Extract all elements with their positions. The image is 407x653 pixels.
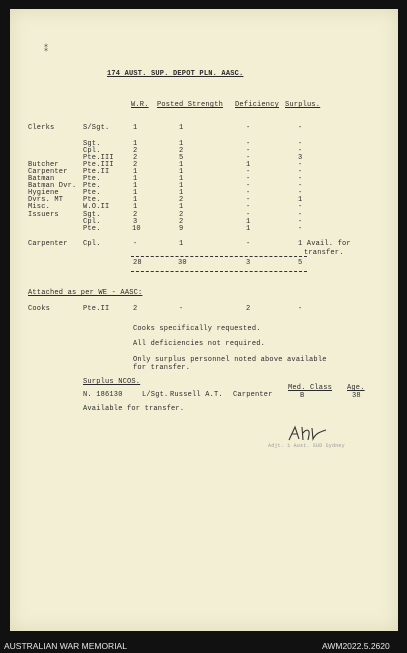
transfer-note: transfer. — [304, 249, 344, 257]
nco-trade: Carpenter — [233, 391, 273, 399]
row-deficiency: - — [246, 196, 251, 204]
row-posted: 1 — [179, 240, 184, 248]
row-trade: Issuers — [28, 211, 59, 219]
row-rank: Pte.II — [83, 168, 110, 176]
row-surplus: - — [298, 175, 303, 183]
footer-accession: AWM2022.5.2620 — [322, 641, 390, 651]
footer-institution: AUSTRALIAN WAR MEMORIAL — [4, 641, 127, 651]
row-deficiency: - — [246, 182, 251, 190]
attached-trade: Cooks — [28, 305, 51, 313]
med-class-label: Med. Class — [288, 384, 333, 392]
row-deficiency: - — [246, 154, 251, 162]
row-posted: 1 — [179, 161, 184, 169]
col-header-deficiency: Deficiency — [235, 101, 280, 109]
row-surplus: - — [298, 140, 303, 148]
row-trade: Batman Dvr. — [28, 182, 77, 190]
note-surplus: Only surplus personnel noted above available — [133, 356, 327, 364]
row-posted: 2 — [179, 196, 184, 204]
surplus-ncos-heading: Surplus NCOS. — [83, 378, 141, 386]
row-posted: 5 — [179, 154, 184, 162]
row-posted: 2 — [179, 147, 184, 155]
row-posted: 9 — [179, 225, 184, 233]
row-wr: 1 — [133, 203, 138, 211]
note-surplus-cont: for transfer. — [133, 364, 191, 372]
row-trade: Hygiene — [28, 189, 59, 197]
row-surplus: - — [298, 203, 303, 211]
row-surplus: - — [298, 218, 303, 226]
row-surplus: - — [298, 211, 303, 219]
nco-availability-note: Available for transfer. — [83, 405, 185, 413]
row-rank: W.O.II — [83, 203, 110, 211]
note-cooks: Cooks specifically requested. — [133, 325, 261, 333]
total-surplus: 5 — [298, 259, 303, 267]
row-deficiency: - — [246, 147, 251, 155]
row-trade: Butcher — [28, 161, 59, 169]
row-surplus: - — [298, 168, 303, 176]
attached-posted: - — [179, 305, 184, 313]
row-trade: Batman — [28, 175, 55, 183]
row-deficiency: - — [246, 240, 251, 248]
age-value: 38 — [352, 392, 361, 400]
row-surplus: - — [298, 124, 303, 132]
signature-stamp: Adjt. 1 Aust. SUD Sydney — [268, 443, 345, 449]
row-surplus: - — [298, 225, 303, 233]
nco-rank: L/Sgt. — [142, 391, 169, 399]
row-rank: Pte. — [83, 196, 101, 204]
total-posted: 30 — [178, 259, 187, 267]
row-trade: Clerks — [28, 124, 55, 132]
row-wr: 2 — [133, 161, 138, 169]
row-surplus: - — [298, 182, 303, 190]
nco-name: Russell A.T. — [170, 391, 223, 399]
row-deficiency: - — [246, 140, 251, 148]
row-rank: Pte. — [83, 225, 101, 233]
row-deficiency: - — [246, 203, 251, 211]
total-wr: 28 — [133, 259, 142, 267]
row-wr: - — [133, 240, 138, 248]
attached-rank: Pte.II — [83, 305, 110, 313]
attached-heading: Attached as per WE - AASC: — [28, 289, 143, 297]
total-rule-top — [131, 256, 307, 257]
row-rank: Pte.III — [83, 154, 114, 162]
paper-mark: ⁑ — [44, 45, 48, 54]
row-wr: 1 — [133, 168, 138, 176]
col-header-posted: Posted Strength — [157, 101, 224, 109]
row-posted: 1 — [179, 182, 184, 190]
row-rank: Cpl. — [83, 147, 101, 155]
row-deficiency: - — [246, 211, 251, 219]
row-wr: 1 — [133, 175, 138, 183]
row-posted: 2 — [179, 218, 184, 226]
row-surplus: 3 — [298, 154, 303, 162]
total-rule-bottom — [131, 271, 307, 272]
row-deficiency: 1 — [246, 161, 251, 169]
row-posted: 1 — [179, 175, 184, 183]
col-header-wr: W.R. — [131, 101, 149, 109]
col-header-surplus: Surplus. — [285, 101, 321, 109]
row-wr: 1 — [133, 182, 138, 190]
row-posted: 1 — [179, 189, 184, 197]
row-wr: 1 — [133, 140, 138, 148]
row-rank: Cpl. — [83, 240, 101, 248]
archive-footer — [0, 637, 407, 653]
row-trade: Carpenter — [28, 168, 68, 176]
row-wr: 1 — [133, 196, 138, 204]
row-rank: Sgt. — [83, 140, 101, 148]
row-rank: Pte.III — [83, 161, 114, 169]
row-rank: Pte. — [83, 175, 101, 183]
row-posted: 2 — [179, 211, 184, 219]
row-posted: 1 — [179, 168, 184, 176]
row-deficiency: - — [246, 168, 251, 176]
note-deficiencies: All deficiencies not required. — [133, 340, 266, 348]
row-rank: Pte. — [83, 182, 101, 190]
document-title: 174 AUST. SUP. DEPOT PLN. AASC. — [107, 70, 244, 78]
signature-initials — [286, 424, 330, 444]
row-rank: S/Sgt. — [83, 124, 110, 132]
row-wr: 2 — [133, 147, 138, 155]
row-deficiency: 1 — [246, 225, 251, 233]
row-rank: Pte. — [83, 189, 101, 197]
nco-number: N. 186130 — [83, 391, 123, 399]
row-surplus: - — [298, 161, 303, 169]
row-deficiency: 1 — [246, 218, 251, 226]
row-wr: 2 — [133, 154, 138, 162]
row-surplus: 1 Avail. for — [298, 240, 351, 248]
row-wr: 10 — [132, 225, 141, 233]
attached-wr: 2 — [133, 305, 138, 313]
age-label: Age. — [347, 384, 365, 392]
row-posted: 1 — [179, 140, 184, 148]
row-wr: 2 — [133, 211, 138, 219]
row-rank: Sgt. — [83, 211, 101, 219]
row-surplus: - — [298, 147, 303, 155]
row-trade: Carpenter — [28, 240, 68, 248]
row-posted: 1 — [179, 124, 184, 132]
row-wr: 1 — [133, 124, 138, 132]
row-deficiency: - — [246, 124, 251, 132]
row-surplus: 1 — [298, 196, 303, 204]
row-trade: Misc. — [28, 203, 51, 211]
row-wr: 3 — [133, 218, 138, 226]
attached-deficiency: 2 — [246, 305, 251, 313]
row-wr: 1 — [133, 189, 138, 197]
med-class-value: B — [300, 392, 305, 400]
row-deficiency: - — [246, 189, 251, 197]
row-surplus: - — [298, 189, 303, 197]
total-deficiency: 3 — [246, 259, 251, 267]
row-posted: 1 — [179, 203, 184, 211]
row-trade: Dvrs. MT — [28, 196, 64, 204]
row-rank: Cpl. — [83, 218, 101, 226]
attached-surplus: - — [298, 305, 303, 313]
row-deficiency: - — [246, 175, 251, 183]
